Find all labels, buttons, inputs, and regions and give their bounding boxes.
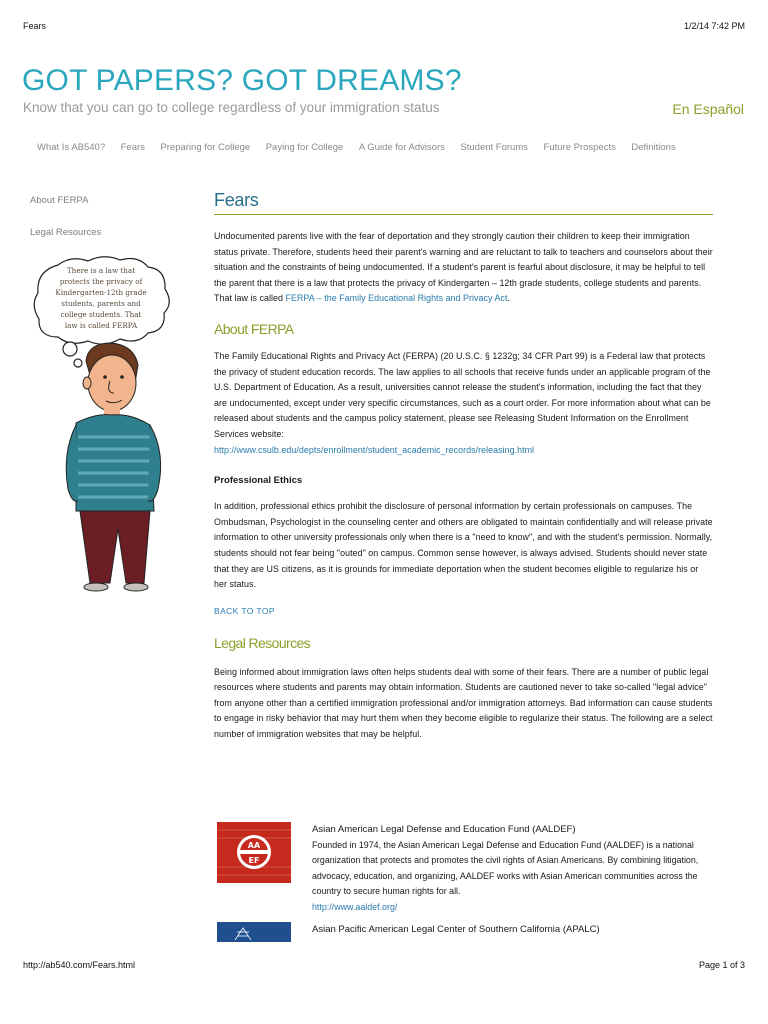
org-description: Founded in 1974, the Asian American Legal Defense and Education Fund (AALDEF) is a national organization that protects and promotes the civil rights of Asian Americans. By combining litigation, advocacy, education, and organizing, AALDEF works with Asian American communities across the country to secure human rights for all. <box>312 839 699 897</box>
org-name: Asian American Legal Defense and Education Fund (AALDEF) <box>312 824 576 835</box>
print-header <box>23 21 745 35</box>
sidebar-item-about-ferpa[interactable]: About FERPA <box>30 195 89 206</box>
bubble-line-1: There is a law that <box>66 266 136 275</box>
legal-resources-heading: Legal Resources <box>214 634 311 651</box>
professional-ethics-paragraph: In addition, professional ethics prohibit the disclosure of personal information by certain professionals on campuses. The Ombudsman, Psychologist in the counseling center and others are obligated to maintain confidentially and will release private information to other university professionals only when there is a "need to know", and with the student's permission. Normally, students should not fear being "outed" on campus. Common sense however, is always advised. Students should never state that they are US citizens, as it is grounds for immediate deportation when the student becomes eligible to regularize his or her status. <box>214 501 713 590</box>
nav-item-definitions[interactable]: Definitions <box>631 142 676 153</box>
sidebar-item-legal-resources[interactable]: Legal Resources <box>30 227 102 238</box>
nav-item-future-prospects[interactable]: Future Prospects <box>543 142 616 153</box>
bubble-line-4: students, parents and <box>61 299 141 308</box>
nav-item-what-is-ab540[interactable]: What Is AB540? <box>37 142 106 153</box>
svg-text:AA: AA <box>247 841 261 850</box>
print-header-datetime: 1/2/14 7:42 PM <box>683 21 745 31</box>
intro-paragraph: Undocumented parents live with the fear of deportation and they strongly caution their children to keep their immigration status private. Therefore, students heed their parent's warning and are reluctant to talk to teachers and counselors about their situation and the constraints of being undocumented. If a student's parent is fearful about disclosure, it may be helpful to tell the parent that there is a law that protects the privacy of Kindergarten – 12th grade students, college students and parents. That law is called FERPA – the Family Educational Rights and Privacy Act. <box>214 231 713 304</box>
svg-text:EF: EF <box>248 856 260 865</box>
site-tagline: Know that you can go to college regardless of your immigration status <box>23 100 440 115</box>
back-to-top-link[interactable]: BACK TO TOP <box>214 605 275 616</box>
print-footer-url: http://ab540.com/Fears.html <box>23 960 136 970</box>
about-ferpa-heading: About FERPA <box>214 320 294 337</box>
ferpa-link[interactable]: FERPA – the Family Educational Rights and Privacy Act <box>285 293 508 304</box>
side-navigation <box>30 195 101 259</box>
professional-ethics-heading: Professional Ethics <box>214 475 303 487</box>
main-content <box>214 190 713 743</box>
bubble-line-3: Kindergarten-12th grade <box>55 288 147 297</box>
org-name: Asian Pacific American Legal Center of Southern California (APALC) <box>312 924 600 935</box>
spanish-language-link[interactable]: En Español <box>672 101 744 117</box>
nav-item-paying-for-college[interactable]: Paying for College <box>265 142 344 153</box>
nav-item-preparing-for-college[interactable]: Preparing for College <box>160 142 251 153</box>
csulb-releasing-link[interactable]: http://www.csulb.edu/depts/enrollment/student_academic_records/releasing.html <box>214 444 535 455</box>
bubble-line-6: law is called FERPA <box>64 321 138 330</box>
aaldef-logo <box>217 822 291 883</box>
student-thought-illustration <box>26 253 176 598</box>
print-header-title: Fears <box>23 21 47 31</box>
page-title: Fears <box>214 190 713 215</box>
nav-item-student-forums[interactable]: Student Forums <box>460 142 529 153</box>
legal-resources-paragraph: Being informed about immigration laws often helps students deal with some of their fears. There are a number of public legal resources where students and parents may obtain information. Students are cautioned never to take so-called "legal advice" from anyone other than a certified immigration professional and/or immigration attorneys. Bad information can cause students to engage in risky behavior that may hurt them when they become eligible to regularize their status. The following are a select number of immigration websites that may be helpful. <box>214 666 713 740</box>
bubble-line-2: protects the privacy of <box>59 277 143 286</box>
aaldef-website-link[interactable]: http://www.aaldef.org/ <box>312 901 398 912</box>
about-ferpa-paragraph: The Family Educational Rights and Privacy Act (FERPA) (20 U.S.C. § 1232g; 34 CFR Part 99) is a Federal law that protects the privacy of student education records. The law applies to all schools that receive funds under an applicable program of the U.S. Department of Education. As a result, universities cannot release the student's information, including the fact that they are undocumented, except under very specific circumstances, such as a court order. For more information about what can be released about students and the campus policy statement, please see Releasing Student Information on the Enrollment Services website: http://www.csulb.edu/depts/enrollment/student_academic_records/releasing.html <box>214 350 711 455</box>
nav-item-guide-for-advisors[interactable]: A Guide for Advisors <box>358 142 445 153</box>
apalc-logo <box>217 922 291 942</box>
print-footer-page: Page 1 of 3 <box>698 960 745 970</box>
nav-item-fears[interactable]: Fears <box>120 142 145 153</box>
top-navigation <box>37 142 691 153</box>
bubble-line-5: college students. That <box>60 310 142 319</box>
site-title[interactable]: GOT PAPERS? GOT DREAMS? <box>22 64 462 97</box>
